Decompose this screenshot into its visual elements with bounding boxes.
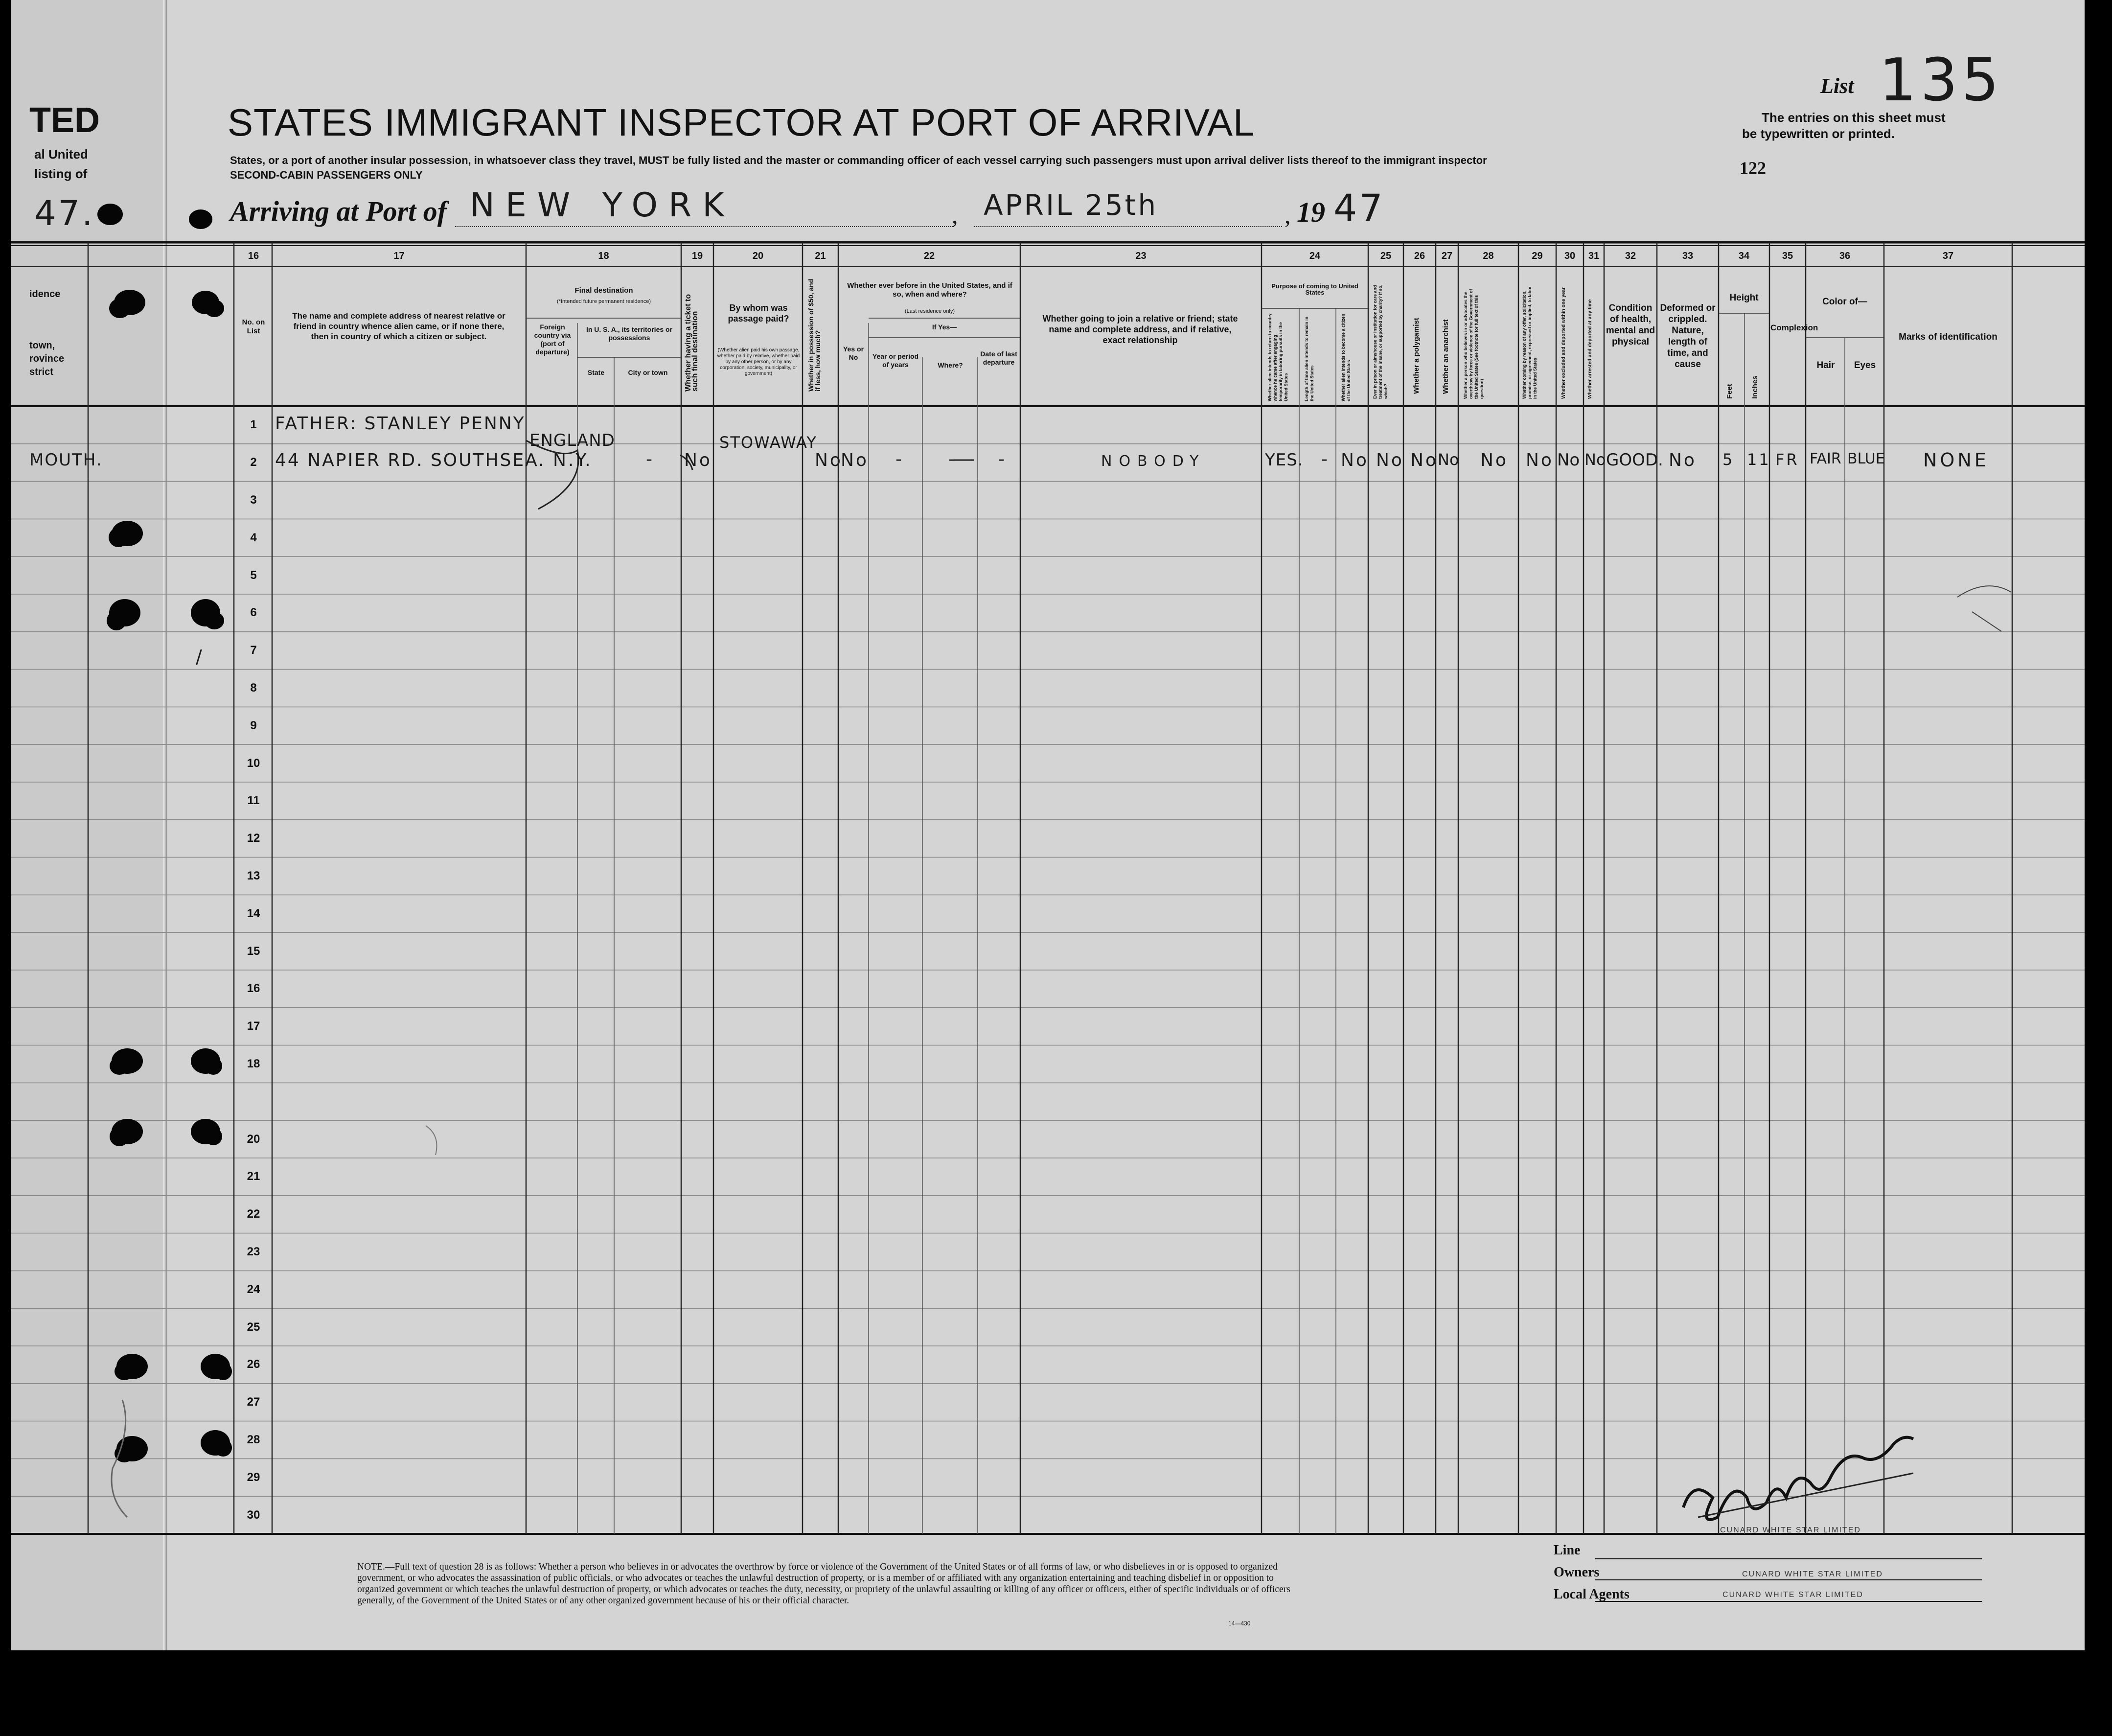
header-col17: The name and complete address of nearest relative or friend in country whence alien came, or if none there, then in country of which a citizen or subject. xyxy=(292,311,505,341)
row-number: 27 xyxy=(247,1395,260,1409)
year-comma: , xyxy=(1285,201,1291,229)
entry-labor-offer: No xyxy=(1526,450,1554,470)
row-number: 30 xyxy=(247,1508,260,1522)
row-number: 2 xyxy=(250,456,257,469)
colnum-17: 17 xyxy=(393,251,405,261)
entry-feet: 5 xyxy=(1722,450,1735,469)
footer-note: NOTE.—Full text of question 28 is as follows: Whether a person who believes in or advocates the overthrow by force or violence of the Government of the United States or of all forms of law, or who disbelieves in or is opposed to organized government, or who advocates the assassination of public officials, or who advocates or teaches the unlawful destruction of property, or is a member of or affiliated with any organization entertaining and teaching disbelief in or opposition to organized government or which teaches the unlawful destruction of property, or which advocates or teaches the duty, necessity, or propriety of the unlawful assaulting or killing of any officer or officers, either of specific individuals or of officers generally, of the Government of the United States or of any other organized government because of his or their official character. xyxy=(357,1562,1290,1606)
header-col26: Whether a polygamist xyxy=(1412,318,1421,394)
entry-overthrow: No xyxy=(1480,450,1508,470)
footer-agents-stamp: CUNARD WHITE STAR LIMITED xyxy=(1722,1591,1863,1599)
row-number: 1 xyxy=(250,418,257,432)
entry-foreign-country: ENGLAND xyxy=(529,431,615,450)
row-number: 5 xyxy=(250,568,257,582)
header-col24-a: Whether alien intends to return to country whence he came after engaging temporarily in laboring pursuits in the United States xyxy=(1267,313,1288,401)
colnum-32: 32 xyxy=(1625,251,1636,261)
header-col22-date: Date of last departure xyxy=(980,350,1017,366)
header-col18-foreign: Foreign country via (port of departure) xyxy=(534,323,571,356)
header-col27: Whether an anarchist xyxy=(1442,319,1450,394)
instruction-line2: SECOND-CABIN PASSENGERS ONLY xyxy=(230,169,423,181)
entry-hair: FAIR xyxy=(1810,450,1841,467)
row-number: 18 xyxy=(247,1057,260,1070)
header-col22-title: Whether ever before in the United States, and if so, when and where? xyxy=(847,281,1012,299)
left-fragment-title: TED xyxy=(29,101,100,140)
row-number: 23 xyxy=(247,1245,260,1258)
entry-eyes: BLUE xyxy=(1847,450,1885,467)
entry-where: - xyxy=(948,449,957,469)
header-col30: Whether excluded and deported within one year xyxy=(1561,287,1566,399)
arriving-label: Arriving at Port of xyxy=(230,195,447,227)
left-fragment-line3: listing of xyxy=(34,166,88,181)
header-col22-yes-no: Yes or No xyxy=(843,345,864,361)
footer-form-code: 14—430 xyxy=(1228,1620,1251,1627)
entry-date-departure: - xyxy=(998,449,1007,469)
row-number: 15 xyxy=(247,944,260,958)
colnum-16: 16 xyxy=(248,251,259,261)
left-col-fragment-2: town, xyxy=(29,340,55,351)
colnum-37: 37 xyxy=(1942,251,1954,261)
entry-marks: NONE xyxy=(1923,449,1989,471)
colnum-25: 25 xyxy=(1380,251,1392,261)
footer-agents-label: Local Agents xyxy=(1554,1587,1630,1602)
entry-joining: NOBODY xyxy=(1101,453,1206,470)
header-col35: Complexion xyxy=(1770,323,1818,332)
typewritten-note-line2: be typewritten or printed. xyxy=(1742,126,1895,141)
entry-year-period: - xyxy=(895,449,904,469)
colnum-26: 26 xyxy=(1414,251,1425,261)
entry-become-citizen: No xyxy=(1341,450,1369,470)
header-col20-sub: (Whether alien paid his own passage, whether paid by relative, whether paid by any other person, or by any corporation, society, municipality, or government) xyxy=(717,347,800,376)
entry-excluded: No xyxy=(1557,450,1580,470)
colnum-31: 31 xyxy=(1588,251,1600,261)
header-col36-eyes: Eyes xyxy=(1854,360,1876,370)
footer-owners-label: Owners xyxy=(1554,1565,1600,1580)
entry-money: No xyxy=(815,450,843,470)
row-number: 28 xyxy=(247,1433,260,1446)
header-col34-feet: Feet xyxy=(1725,384,1734,399)
colnum-29: 29 xyxy=(1532,251,1543,261)
colnum-24: 24 xyxy=(1309,251,1321,261)
date-comma: , xyxy=(952,201,958,229)
header-col29: Whether coming by reason of any offer, solicitation, promise, or agreement, expressed or implied, to labor in the United States xyxy=(1522,286,1538,399)
row-number: 4 xyxy=(250,531,257,544)
year-suffix: 47 xyxy=(1333,186,1385,230)
port-dotted-line xyxy=(455,226,954,227)
colnum-33: 33 xyxy=(1682,251,1694,261)
header-col22-where: Where? xyxy=(938,361,963,369)
entry-ticket: No xyxy=(684,450,712,470)
entry-ever-before: No xyxy=(841,450,869,470)
colnum-18: 18 xyxy=(598,251,609,261)
header-col34-title: Height xyxy=(1729,293,1759,303)
header-col32: Condition of health, mental and physical xyxy=(1606,303,1655,347)
colnum-36: 36 xyxy=(1839,251,1851,261)
header-col18-state: State xyxy=(587,369,605,376)
header-col25: Ever in prison or almshouse or institution for care and treatment of the insane, or supported by charity? If so, which? xyxy=(1373,284,1388,399)
header-col31: Whether arrested and deported at any time xyxy=(1587,299,1593,399)
entry-relative-line2: 44 NAPIER RD. SOUTHSEA. xyxy=(275,450,546,470)
entry-inches: 11 xyxy=(1747,450,1771,469)
header-no-on-list: No. on List xyxy=(242,318,265,335)
entry-passage-paid: STOWAWAY xyxy=(719,433,817,452)
colnum-27: 27 xyxy=(1441,251,1453,261)
header-col24-title: Purpose of coming to United States xyxy=(1271,282,1358,296)
row-number: 14 xyxy=(247,906,260,920)
footer-owners-stamp: CUNARD WHITE STAR LIMITED xyxy=(1742,1570,1883,1578)
left-fragment-line2: al United xyxy=(34,147,88,162)
colnum-28: 28 xyxy=(1483,251,1494,261)
colnum-23: 23 xyxy=(1135,251,1147,261)
entry-length-stay: - xyxy=(1321,449,1330,469)
header-col22-year: Year or period of years xyxy=(872,352,919,369)
header-col36-hair: Hair xyxy=(1816,360,1835,370)
row-number: 25 xyxy=(247,1320,260,1334)
date-value: APRIL 25th xyxy=(984,188,1158,222)
row-number: 10 xyxy=(247,756,260,770)
list-number: 135 xyxy=(1879,46,2003,115)
date-dotted-line xyxy=(974,226,1282,227)
header-col24-c: Whether alien intends to become a citizen of the United States xyxy=(1341,313,1351,401)
colnum-35: 35 xyxy=(1782,251,1793,261)
row-number: 9 xyxy=(250,718,257,732)
row-number: 21 xyxy=(247,1170,260,1183)
entry-state: N.Y. xyxy=(553,450,593,470)
entry-left-fragment: MOUTH. xyxy=(29,450,103,470)
port-value: NEW YORK xyxy=(470,186,735,225)
entry-polygamist: No xyxy=(1410,450,1438,470)
entry-city: - xyxy=(646,449,654,469)
footer-line-stamp: CUNARD WHITE STAR LIMITED xyxy=(1720,1526,1861,1534)
row-number: 24 xyxy=(247,1282,260,1296)
header-col23: Whether going to join a relative or friend; state name and complete address, and if relative, exact relationship xyxy=(1042,314,1238,345)
header-col24-b: Length of time alien intends to remain in the United States xyxy=(1304,316,1314,401)
footer-line-label: Line xyxy=(1554,1543,1581,1558)
header-col34-inches: Inches xyxy=(1751,375,1759,399)
entry-intends-return: YES. xyxy=(1265,450,1304,470)
left-col-fragment-1: idence xyxy=(29,289,61,300)
row-number: 22 xyxy=(247,1207,260,1221)
entry-relative-line1: FATHER: STANLEY PENNY xyxy=(275,414,526,434)
header-col33: Deformed or crippled. Nature, length of time, and cause xyxy=(1660,303,1716,370)
sheet-code: 122 xyxy=(1740,158,1766,178)
row-number: 12 xyxy=(247,832,260,845)
list-label: List xyxy=(1820,74,1854,98)
header-col18-sub: (*Intended future permanent residence) xyxy=(556,299,651,304)
left-col-fragment-3: rovince xyxy=(29,353,65,364)
colnum-19: 19 xyxy=(691,251,703,261)
colnum-21: 21 xyxy=(815,251,826,261)
header-col20-title: By whom was passage paid? xyxy=(728,303,789,324)
row-number: 26 xyxy=(247,1358,260,1371)
entry-anarchist: No xyxy=(1438,450,1459,469)
entry-deformed: No xyxy=(1669,450,1697,470)
instruction-line1: States, or a port of another insular possession, in whatsoever class they travel, MUST be fully listed and the master or commanding officer of each vessel carrying such passengers must upon arrival deliver lists thereof to the immigrant inspector xyxy=(230,154,1487,166)
colnum-20: 20 xyxy=(752,251,764,261)
row-number: 16 xyxy=(247,982,260,995)
header-col36-title: Color of— xyxy=(1822,297,1867,307)
colnum-34: 34 xyxy=(1738,251,1750,261)
entry-stray-mark: / xyxy=(196,646,204,668)
form-title: STATES IMMIGRANT INSPECTOR AT PORT OF ARRIVAL xyxy=(228,101,1255,144)
left-col-fragment-4: strict xyxy=(29,367,53,377)
header-col37: Marks of identification xyxy=(1899,332,1997,342)
colnum-30: 30 xyxy=(1564,251,1576,261)
row-number: 3 xyxy=(250,493,257,507)
header-col18-usa: In U. S. A., its territories or possessions xyxy=(586,325,673,342)
header-col21: Whether in possession of $50, and if less, how much? xyxy=(807,278,822,392)
row-number: 13 xyxy=(247,869,260,882)
row-number: 11 xyxy=(247,794,260,808)
left-year-fragment: 47. xyxy=(34,193,95,233)
header-col18-city: City or town xyxy=(628,369,668,376)
header-col22-sub: (Last residence only) xyxy=(904,308,955,314)
header-col19: Whether having a ticket to such final destination xyxy=(684,294,699,392)
row-number: 8 xyxy=(250,681,257,694)
typewritten-note-line1: The entries on this sheet must xyxy=(1762,110,1946,125)
year-prefix: 19 xyxy=(1297,196,1325,228)
row-number: 29 xyxy=(247,1470,260,1484)
header-col28: Whether a person who believes in or advocates the overthrow by force or violence of the Government of the United States (See footnote for full text of this question) xyxy=(1463,289,1484,399)
entry-prison: No xyxy=(1376,450,1404,470)
row-number: 17 xyxy=(247,1019,260,1033)
colnum-22: 22 xyxy=(923,251,935,261)
row-number: 20 xyxy=(247,1132,260,1146)
row-number: 7 xyxy=(250,644,257,657)
entry-arrested: No xyxy=(1584,450,1606,469)
header-col22-if-yes: If Yes— xyxy=(932,323,957,331)
header-col18-title: Final destination xyxy=(574,286,633,295)
entry-complexion: FR xyxy=(1775,450,1799,469)
entry-health: GOOD. xyxy=(1606,450,1663,470)
row-number: 6 xyxy=(250,606,257,620)
